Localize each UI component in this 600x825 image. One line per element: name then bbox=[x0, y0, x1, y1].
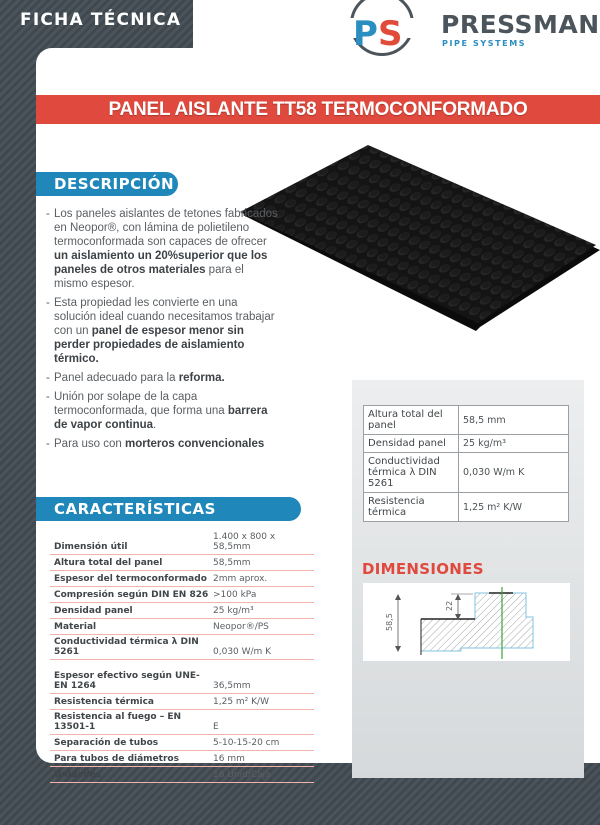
spec-value: 25 kg/m³ bbox=[459, 435, 569, 453]
spec-value: 0,030 W/m K bbox=[459, 453, 569, 493]
document-type-label: FICHA TÉCNICA bbox=[20, 10, 182, 30]
description-item bbox=[46, 296, 278, 366]
spec-value: 1,25 m² K/W bbox=[459, 493, 569, 522]
logo-monogram-s: S bbox=[378, 14, 403, 54]
description-emphasis: barrera de vapor continua bbox=[54, 405, 268, 431]
summary-spec-row bbox=[364, 435, 569, 453]
technical-row bbox=[50, 619, 314, 635]
technical-label: Densidad panel bbox=[50, 603, 213, 619]
technical-value: 36,5mm bbox=[213, 660, 314, 694]
technical-label: Espesor del termoconformado bbox=[50, 571, 213, 587]
product-image bbox=[240, 145, 600, 385]
technical-value: 16 Unid/Caja bbox=[213, 767, 314, 783]
technical-value: 5-10-15-20 cm bbox=[213, 735, 314, 751]
description-item bbox=[46, 390, 278, 432]
technical-label: Conductividad térmica λ DIN 5261 bbox=[50, 635, 213, 660]
dim-label-total: 58,5 bbox=[385, 613, 394, 631]
technical-label: Separación de tubos bbox=[50, 735, 213, 751]
technical-value: 1.400 x 800 x 58,5mm bbox=[213, 530, 314, 555]
description-text: Panel adecuado para la bbox=[54, 372, 179, 384]
description-emphasis: morteros convencionales bbox=[124, 438, 265, 450]
spec-label: Densidad panel bbox=[364, 435, 459, 453]
description-text: . bbox=[153, 419, 157, 431]
technical-row bbox=[50, 767, 314, 783]
dimensions-heading: DIMENSIONES bbox=[362, 560, 484, 578]
technical-heading: CARACTERÍSTICAS TÉCNICAS bbox=[36, 497, 301, 521]
technical-value: 25 kg/m³ bbox=[213, 603, 314, 619]
technical-label: Para tubos de diámetros bbox=[50, 751, 213, 767]
technical-row bbox=[50, 555, 314, 571]
dim-label-boss: 22 bbox=[445, 600, 454, 611]
technical-value: 1,25 m² K/W bbox=[213, 694, 314, 710]
spec-label: Altura total del panel bbox=[364, 406, 459, 435]
description-item bbox=[46, 437, 278, 451]
description-text: Esta propiedad les convierte en una solución ideal cuando necesitamos trabajar con un bbox=[54, 297, 275, 337]
description-emphasis: un aislamiento un 20%superior que los paneles de otros materiales bbox=[54, 250, 268, 276]
description-emphasis: reforma. bbox=[178, 372, 225, 384]
arrowhead-up-icon bbox=[395, 594, 401, 600]
technical-row bbox=[50, 710, 314, 735]
arrowhead-down-icon bbox=[395, 646, 401, 652]
technical-value: Neopor®/PS bbox=[213, 619, 314, 635]
technical-row bbox=[50, 530, 314, 555]
technical-label: Dimensión útil bbox=[50, 530, 213, 555]
description-item bbox=[46, 207, 278, 291]
spec-value: 58,5 mm bbox=[459, 406, 569, 435]
description-text: Para uso con bbox=[54, 438, 125, 450]
technical-row bbox=[50, 635, 314, 660]
spec-label: Conductividad térmica λ DIN 5261 bbox=[364, 453, 459, 493]
technical-value: 16 mm bbox=[213, 751, 314, 767]
technical-value: E bbox=[213, 710, 314, 735]
technical-row bbox=[50, 735, 314, 751]
technical-label: Compresión según DIN EN 826 bbox=[50, 587, 213, 603]
technical-label: Material bbox=[50, 619, 213, 635]
summary-spec-row bbox=[364, 406, 569, 435]
brand-name: PRESSMAN bbox=[441, 10, 600, 39]
technical-label: Resistencia al fuego – EN 13501-1 bbox=[50, 710, 213, 735]
spec-label: Resistencia térmica bbox=[364, 493, 459, 522]
description-list bbox=[46, 207, 278, 456]
description-text: para el mismo espesor. bbox=[54, 264, 244, 290]
arrowhead-up-icon bbox=[455, 594, 461, 600]
technical-row bbox=[50, 571, 314, 587]
summary-spec-row bbox=[364, 493, 569, 522]
technical-value: 58,5mm bbox=[213, 555, 314, 571]
description-text: Unión por solape de la capa termoconformada, que forma una bbox=[54, 391, 228, 417]
technical-value: 2mm aprox. bbox=[213, 571, 314, 587]
logo-monogram-p: P bbox=[353, 14, 372, 54]
brand-tagline: PIPE SYSTEMS bbox=[442, 39, 527, 48]
summary-spec-table bbox=[363, 405, 569, 522]
summary-spec-row bbox=[364, 453, 569, 493]
technical-label: Altura total del panel bbox=[50, 555, 213, 571]
technical-row bbox=[50, 694, 314, 710]
technical-label: Unidades bbox=[50, 767, 213, 783]
product-title: PANEL AISLANTE TT58 TERMOCONFORMADO bbox=[36, 95, 600, 124]
technical-value: >100 kPa bbox=[213, 587, 314, 603]
description-text: Los paneles aislantes de tetones fabricados en Neopor®, con lámina de polietileno termoconformada son capaces de ofrecer bbox=[54, 208, 278, 248]
technical-value: 0,030 W/m K bbox=[213, 635, 314, 660]
profile-section bbox=[421, 593, 533, 651]
dimensions-diagram bbox=[363, 583, 570, 661]
pressman-logo bbox=[345, 0, 600, 60]
technical-spec-table bbox=[50, 530, 314, 783]
description-item bbox=[46, 371, 278, 385]
technical-row bbox=[50, 587, 314, 603]
description-emphasis: panel de espesor menor sin perder propiedades de aislamiento térmico. bbox=[54, 325, 245, 365]
technical-label: Resistencia térmica bbox=[50, 694, 213, 710]
technical-label: Espesor efectivo según UNE-EN 1264 bbox=[50, 660, 213, 694]
description-heading: DESCRIPCIÓN bbox=[36, 172, 178, 196]
technical-row bbox=[50, 660, 314, 694]
technical-row bbox=[50, 751, 314, 767]
technical-row bbox=[50, 603, 314, 619]
